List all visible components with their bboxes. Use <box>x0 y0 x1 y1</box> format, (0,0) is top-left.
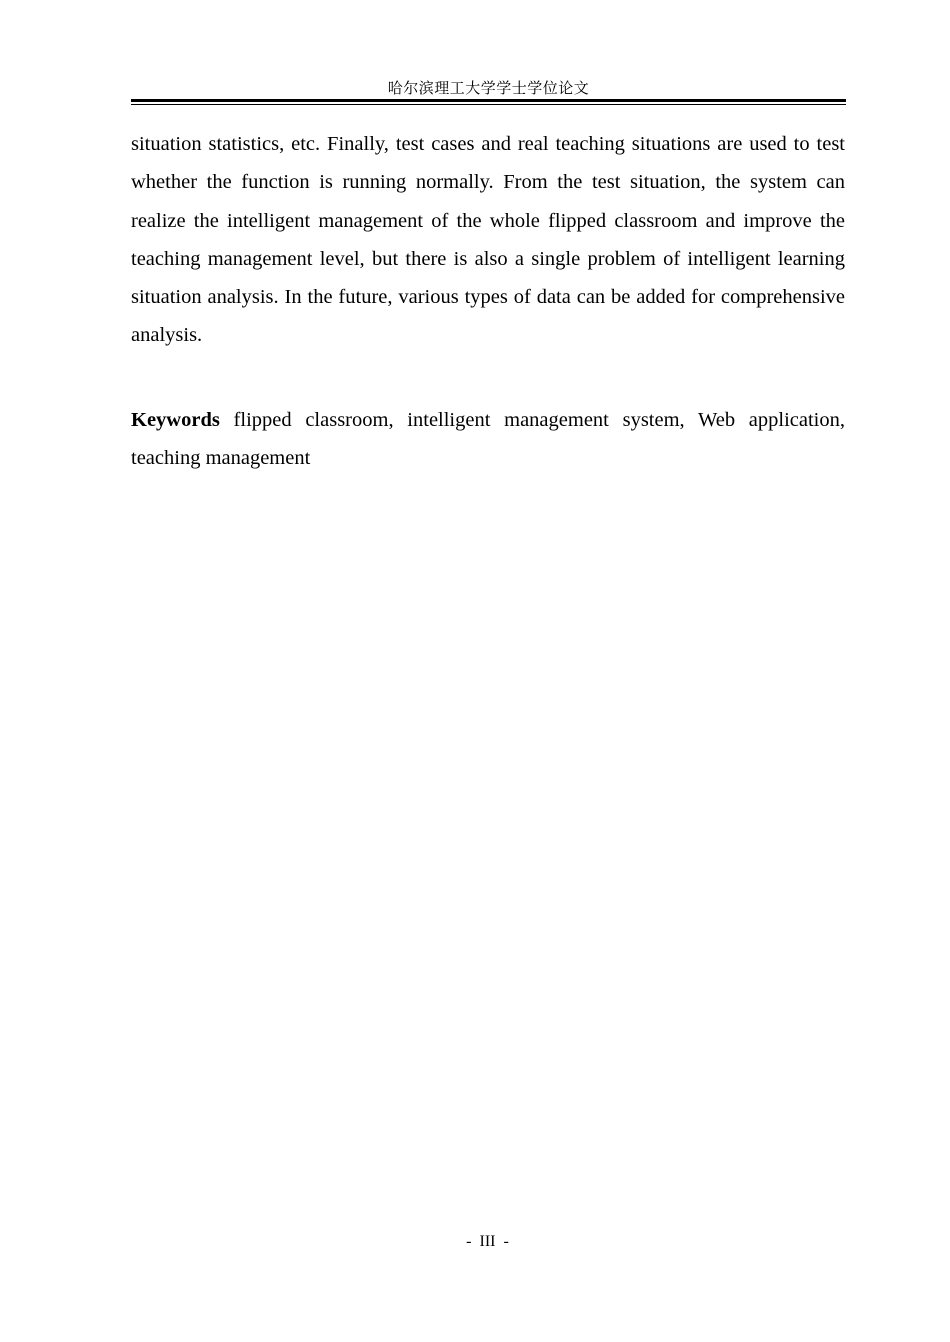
keywords-label: Keywords <box>131 409 220 431</box>
keywords-paragraph <box>131 401 845 478</box>
page-number: - III - <box>466 1233 509 1250</box>
header-rule-thin <box>131 104 846 105</box>
abstract-paragraph: situation statistics, etc. Finally, test cases and real teaching situations are used to test whether the function is running normally. From the test situation, the system can realize the intelligent management of the whole flipped classroom and improve the teaching management level, but there is also a single problem of intelligent learning situation analysis. In the future, various types of data can be added for comprehensive analysis. <box>131 133 845 347</box>
header-rule-thick <box>131 99 846 102</box>
running-header: 哈尔滨理工大学学士学位论文 <box>387 79 590 97</box>
keywords-list: flipped classroom, intelligent management system, Web application, teaching management <box>131 409 845 470</box>
